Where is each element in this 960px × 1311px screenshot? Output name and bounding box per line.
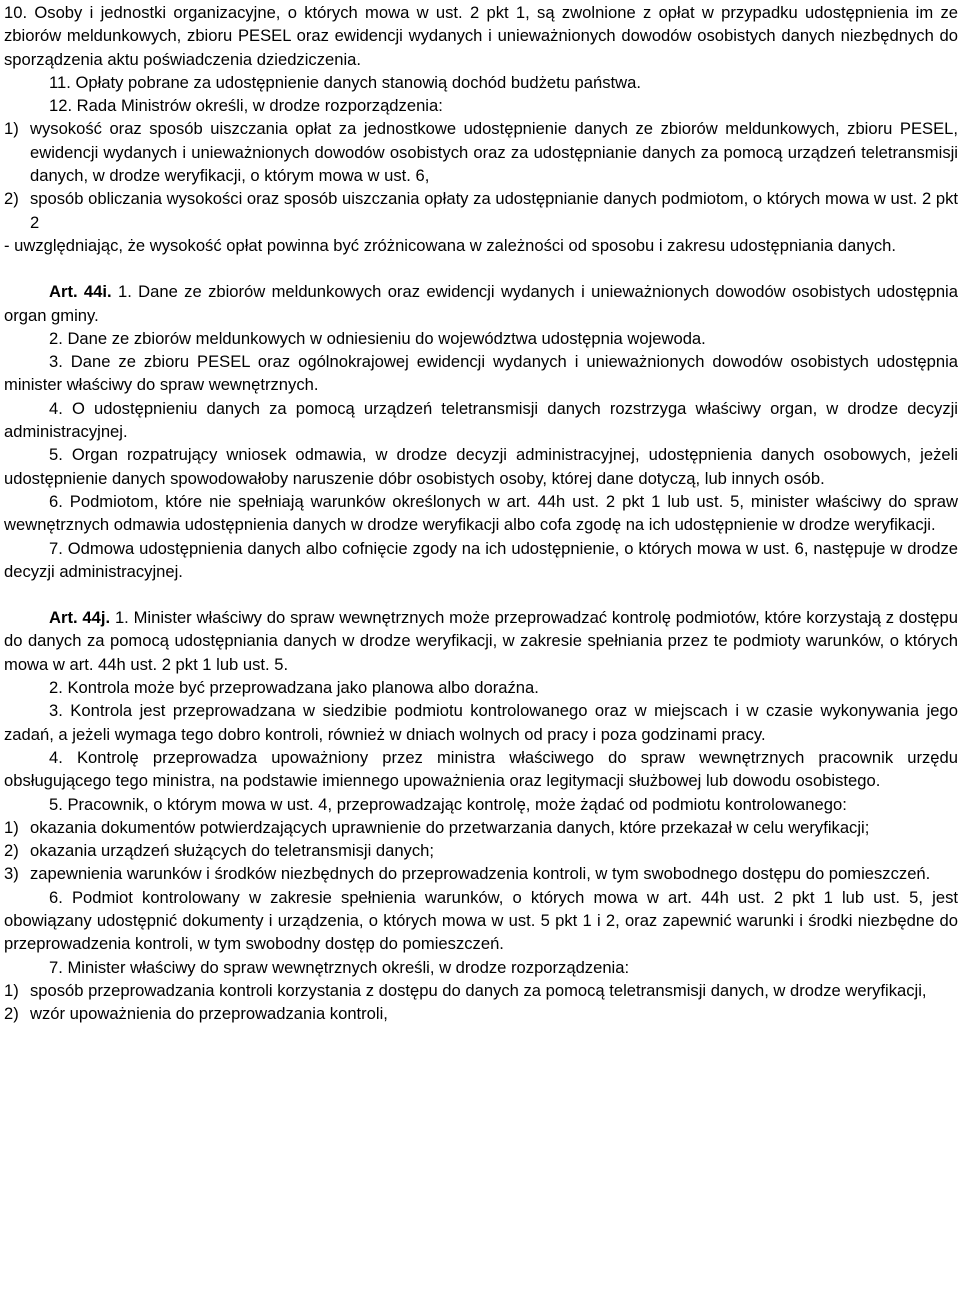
paragraph-12: 12. Rada Ministrów określi, w drodze rozporządzenia: [49, 96, 443, 116]
list-item-text: wysokość oraz sposób uiszczania opłat za jednostkowe udostępnienie danych ze zbiorów meldunkowych, zbioru PESEL, ewidencji wydanych i unieważnionych dowodów osobistych oraz za udostępnianie danych za pomocą urządzeń teletransmisji danych, w drodze weryfikacji, o którym mowa w ust. 6, [30, 119, 958, 186]
art-44i-paragraph-1 [4, 280, 958, 327]
art-44j-heading: Art. 44j. [49, 608, 111, 628]
art-44i-paragraph-7: 7. Odmowa udostępnienia danych albo cofnięcie zgody na ich udostępnienie, o których mowa w ust. 6, następuje w drodze decyzji administracyjnej. [4, 538, 958, 581]
list-item [4, 839, 958, 862]
list-item-text: sposób przeprowadzania kontroli korzystania z dostępu do danych za pomocą teletransmisji danych, w drodze weryfikacji, [30, 980, 927, 1000]
list-item-number: 2) [4, 841, 19, 861]
art-44j-paragraph-2: 2. Kontrola może być przeprowadzana jako planowa albo doraźna. [49, 678, 539, 698]
art-44i-paragraph-4: 4. O udostępnieniu danych za pomocą urządzeń teletransmisji danych rozstrzyga właściwy organ, w drodze decyzji administracyjnej. [4, 398, 958, 442]
art-44j-p1-text: 1. Minister właściwy do spraw wewnętrznych może przeprowadzać kontrolę podmiotów, które korzystają z dostępu do danych za pomocą udostępniania danych w drodze weryfikacji, w zakresie spełniania przez te podmioty warunków, o których mowa w art. 44h ust. 2 pkt 1 lub ust. 5. [4, 608, 958, 674]
art-44i-paragraph-3: 3. Dane ze zbioru PESEL oraz ogólnokrajowej ewidencji wydanych i unieważnionych dowodów osobistych udostępnia minister właściwy do spraw wewnętrznych. [4, 352, 958, 395]
art-44i-p1-text: 1. Dane ze zbiorów meldunkowych oraz ewidencji wydanych i unieważnionych dowodów osobistych udostępnia organ gminy. [4, 282, 958, 325]
list-item-number: 1) [4, 817, 19, 837]
list-item-number: 3) [4, 864, 19, 884]
list-item-number: 1) [4, 119, 19, 139]
list-item-number: 2) [4, 189, 19, 209]
list-item-text: wzór upoważnienia do przeprowadzania kontroli, [30, 1004, 388, 1024]
list-item-text: okazania dokumentów potwierdzających uprawnienie do przetwarzania danych, które przekazał w celu weryfikacji; [30, 817, 870, 837]
art-44j-paragraph-6: 6. Podmiot kontrolowany w zakresie spełnienia warunków, o których mowa w art. 44h ust. 2 pkt 1 lub ust. 5, jest obowiązany udostępnić dokumenty i urządzenia, o których mowa w ust. 5 pkt 1 i 2, oraz zapewnić warunki i środki niezbędne do przeprowadzenia kontroli, w tym swobodny dostęp do pomieszczeń. [4, 887, 958, 954]
list-item [4, 862, 958, 885]
list-item-number: 1) [4, 980, 19, 1000]
list-item [4, 816, 958, 839]
list-item [4, 979, 958, 1002]
paragraph-12-tail: - uwzględniając, że wysokość opłat powinna być zróżnicowana w zależności od sposobu i zakresu udostępniania danych. [4, 235, 896, 255]
art-44j-paragraph-7: 7. Minister właściwy do spraw wewnętrznych określi, w drodze rozporządzenia: [49, 957, 630, 977]
list-item-text: zapewnienia warunków i środków niezbędnych do przeprowadzenia kontroli, w tym swobodnego dostępu do pomieszczeń. [30, 864, 931, 884]
art-44i-paragraph-2: 2. Dane ze zbiorów meldunkowych w odniesieniu do województwa udostępnia wojewoda. [49, 328, 706, 348]
list-item [4, 1002, 958, 1025]
list-item-text: sposób obliczania wysokości oraz sposób uiszczania opłaty za udostępnianie danych podmiotom, o których mowa w ust. 2 pkt 2 [30, 189, 958, 232]
paragraph-11: 11. Opłaty pobrane za udostępnienie danych stanowią dochód budżetu państwa. [49, 72, 641, 92]
list-item-number: 2) [4, 1004, 19, 1024]
list-item-text: okazania urządzeń służących do teletransmisji danych; [30, 841, 434, 861]
paragraph-10: 10. Osoby i jednostki organizacyjne, o których mowa w ust. 2 pkt 1, są zwolnione z opłat w przypadku udostępnienia im ze zbiorów meldunkowych, zbioru PESEL oraz ewidencji wydanych i unieważnionych dowodów osobistych danych niezbędnych do sporządzenia aktu poświadczenia dziedziczenia. [4, 3, 958, 69]
art-44j-paragraph-1 [4, 606, 958, 676]
art-44j-paragraph-3: 3. Kontrola jest przeprowadzana w siedzibie podmiotu kontrolowanego oraz w miejscach i w czasie wykonywania jego zadań, a jeżeli wymaga tego dobro kontroli, również w dniach wolnych od pracy i poza godzinami pracy. [4, 701, 958, 744]
art-44i-paragraph-5: 5. Organ rozpatrujący wniosek odmawia, w drodze decyzji administracyjnej, udostępnienia danych osobowych, jeżeli udostępnienie danych spowodowałoby naruszenie dóbr osobistych osoby, której dane dotyczą, lub innych osób. [4, 445, 958, 488]
list-item [4, 117, 958, 187]
art-44i-paragraph-6: 6. Podmiotom, które nie spełniają warunków określonych w art. 44h ust. 2 pkt 1 lub ust. 5, minister właściwy do spraw wewnętrznych odmawia udostępnienia danych w drodze weryfikacji albo cofa zgodę na ich udostępnienie w drodze weryfikacji. [4, 491, 958, 535]
list-item [4, 187, 958, 234]
art-44i-heading: Art. 44i. [49, 282, 112, 302]
art-44j-paragraph-5: 5. Pracownik, o którym mowa w ust. 4, przeprowadzając kontrolę, może żądać od podmiotu kontrolowanego: [49, 794, 847, 814]
document-page [4, 1, 958, 1025]
art-44j-paragraph-4: 4. Kontrolę przeprowadza upoważniony przez ministra właściwego do spraw wewnętrznych pracownik urzędu obsługującego tego ministra, na podstawie imiennego upoważnienia oraz legitymacji służbowej lub dowodu osobistego. [4, 747, 958, 791]
